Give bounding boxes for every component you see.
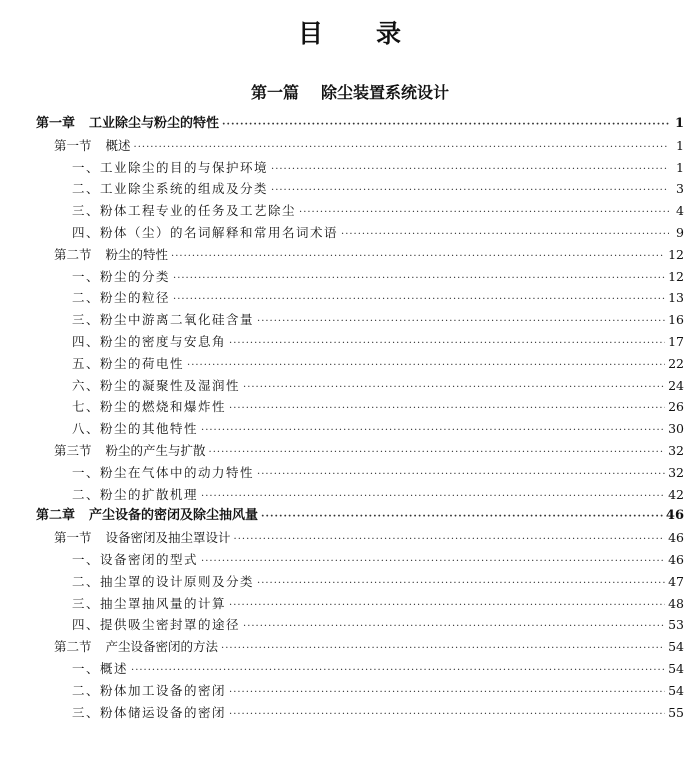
toc-entry-label: [54, 441, 206, 461]
toc-item-row: [72, 158, 684, 178]
toc-page-number: 32: [668, 464, 684, 480]
toc-section-row: [54, 637, 684, 657]
toc-entry-number: 第三节: [54, 443, 92, 458]
toc-entry-title: 三、粉体工程专业的任务及工艺除尘: [72, 203, 297, 219]
toc-page-number: 1: [674, 116, 684, 131]
toc-page-number: 46: [668, 530, 684, 546]
toc-page-number: 30: [668, 421, 684, 437]
toc-entry-title: 粉尘的特性: [105, 246, 169, 262]
toc-leader-dots: [261, 507, 663, 527]
toc-entry-title: 一、粉尘的分类: [72, 268, 171, 284]
page-title: [0, 14, 700, 50]
toc-page-number: 53: [668, 617, 684, 633]
toc-entry-title: 四、粉尘的密度与安息角: [72, 334, 227, 349]
toc-entry-label: [72, 615, 240, 635]
toc-item-row: [72, 594, 684, 614]
toc-leader-dots: [271, 160, 669, 180]
toc-item-row: [72, 659, 684, 679]
toc-entry-label: [54, 136, 131, 156]
toc-page-number: 54: [668, 639, 684, 655]
toc-leader-dots: [271, 181, 669, 201]
toc-entry-title: 产尘设备密闭的方法: [105, 639, 219, 655]
toc-leader-dots: [341, 225, 669, 245]
toc-leader-dots: [257, 465, 665, 485]
toc-entry-label: [72, 179, 268, 199]
toc-leader-dots: [229, 705, 665, 725]
toc-leader-dots: [229, 399, 665, 419]
toc-leader-dots: [131, 661, 665, 681]
toc-page-number: 24: [668, 377, 684, 393]
toc-item-row: [72, 681, 684, 701]
toc-page-number: 4: [676, 203, 684, 219]
toc-leader-dots: [243, 617, 665, 637]
toc-entry-number: 第一节: [54, 137, 92, 153]
toc-leader-dots: [257, 574, 665, 594]
toc-entry-label: [36, 114, 219, 134]
toc-leader-dots: [201, 552, 665, 572]
toc-page-number: 9: [676, 225, 684, 240]
toc-page-number: 13: [668, 290, 684, 306]
toc-leader-dots: [257, 312, 665, 332]
toc-entry-title: 七、粉尘的燃烧和爆炸性: [72, 399, 227, 415]
title-char-1: 目: [297, 19, 324, 48]
toc-page-number: 48: [668, 595, 684, 611]
toc-page-number: 1: [676, 137, 684, 153]
toc-leader-dots: [201, 421, 665, 441]
toc-entry-title: 工业除尘与粉尘的特性: [89, 116, 220, 131]
toc-section-row: [54, 136, 684, 156]
part-title: 除尘装置系统设计: [321, 83, 450, 102]
title-char-2: 录: [376, 19, 403, 48]
toc-entry-label: [54, 528, 231, 548]
toc-entry-title: 三、粉尘中游离二氧化硅含量: [72, 312, 255, 328]
toc-entry-label: [72, 158, 268, 178]
toc-item-row: [72, 376, 684, 396]
toc-entry-label: [72, 332, 226, 352]
toc-entry-label: [54, 637, 218, 657]
toc-item-row: [72, 572, 684, 592]
part-number: 第一篇: [250, 83, 299, 102]
toc-entry-title: 产尘设备的密闭及除尘抽风量: [89, 508, 259, 524]
toc-item-row: [72, 485, 684, 505]
toc-entry-number: 第一节: [54, 530, 92, 546]
toc-leader-dots: [173, 269, 665, 289]
toc-page-number: 32: [668, 443, 684, 458]
toc-entry-title: 粉尘的产生与扩散: [105, 443, 206, 458]
toc-item-row: [72, 201, 684, 221]
toc-entry-number: 第一章: [36, 116, 76, 131]
toc-entry-label: [72, 572, 254, 592]
toc-page-number: 54: [668, 661, 684, 676]
toc-page-number: 16: [668, 312, 684, 328]
toc-leader-dots: [243, 378, 665, 398]
toc-entry-title: 二、工业除尘系统的组成及分类: [72, 181, 269, 197]
toc-entry-number: 第二节: [54, 639, 92, 655]
toc-entry-title: 二、粉尘的粒径: [72, 290, 171, 306]
toc-chapter-row: [36, 506, 684, 526]
toc-leader-dots: [209, 443, 666, 463]
toc-page-number: 47: [668, 573, 684, 589]
toc-page-number: 22: [668, 355, 684, 371]
toc-leader-dots: [229, 596, 665, 616]
toc-page-number: 3: [676, 181, 684, 197]
toc-page-number: 46: [665, 508, 684, 524]
toc-page-number: 12: [668, 268, 684, 284]
toc-entry-number: 第二节: [54, 246, 92, 262]
toc-entry-label: [72, 267, 170, 287]
toc-page-number: 54: [668, 682, 684, 698]
toc-item-row: [72, 615, 684, 635]
toc-page-number: 46: [668, 552, 684, 567]
toc-entry-label: [72, 201, 296, 221]
toc-entry-title: 概述: [105, 137, 131, 153]
toc-entry-number: 第二章: [36, 508, 76, 524]
toc-leader-dots: [234, 530, 666, 550]
toc-entry-label: [72, 376, 240, 396]
toc-leader-dots: [229, 683, 665, 703]
toc-entry-label: [72, 681, 226, 701]
toc-entry-label: [36, 506, 258, 526]
toc-leader-dots: [134, 138, 669, 158]
toc-section-row: [54, 528, 684, 548]
toc-page-number: 12: [668, 246, 684, 262]
toc-leader-dots: [229, 334, 665, 354]
toc-entry-label: [72, 550, 198, 570]
toc-entry-title: 二、粉尘的扩散机理: [72, 486, 199, 502]
toc-entry-label: [72, 594, 226, 614]
toc-item-row: [72, 223, 684, 243]
toc-item-row: [72, 310, 684, 330]
part-heading: [0, 80, 700, 103]
toc-item-row: [72, 179, 684, 199]
toc-item-row: [72, 354, 684, 374]
toc-entry-title: 二、抽尘罩的设计原则及分类: [72, 573, 255, 589]
toc-section-row: [54, 245, 684, 265]
toc-entry-title: 一、设备密闭的型式: [72, 552, 199, 567]
toc-item-row: [72, 419, 684, 439]
toc-leader-dots: [187, 356, 665, 376]
toc-item-row: [72, 288, 684, 308]
toc-entry-label: [72, 397, 226, 417]
toc-leader-dots: [173, 290, 665, 310]
toc-entry-label: [72, 659, 128, 679]
toc-entry-title: 三、抽尘罩抽风量的计算: [72, 595, 227, 611]
toc-entry-title: 四、粉体（尘）的名词解释和常用名词术语: [72, 225, 339, 240]
toc-entry-label: [54, 245, 168, 265]
toc-leader-dots: [221, 639, 665, 659]
toc-entry-label: [72, 354, 184, 374]
toc-entry-label: [72, 485, 198, 505]
toc-entry-title: 二、粉体加工设备的密闭: [72, 682, 227, 698]
toc-item-row: [72, 463, 684, 483]
toc-leader-dots: [171, 247, 665, 267]
toc-entry-title: 三、粉体储运设备的密闭: [72, 704, 227, 720]
toc-entry-label: [72, 310, 254, 330]
toc-entry-label: [72, 463, 254, 483]
toc-item-row: [72, 267, 684, 287]
toc-entry-title: 六、粉尘的凝聚性及湿润性: [72, 377, 241, 393]
toc-page-number: 1: [676, 159, 684, 175]
toc-page-number: 26: [668, 399, 684, 415]
toc-item-row: [72, 703, 684, 723]
toc-entry-title: 四、提供吸尘密封罩的途径: [72, 617, 241, 633]
toc-entry-title: 设备密闭及抽尘罩设计: [105, 530, 231, 546]
toc-entry-label: [72, 223, 338, 243]
toc-leader-dots: [222, 115, 669, 135]
toc-entry-title: 一、粉尘在气体中的动力特性: [72, 464, 255, 480]
toc-entry-title: 五、粉尘的荷电性: [72, 355, 185, 371]
toc-item-row: [72, 550, 684, 570]
toc-leader-dots: [201, 487, 665, 507]
toc-page-number: 42: [668, 486, 684, 502]
toc-item-row: [72, 397, 684, 417]
toc-entry-title: 一、工业除尘的目的与保护环境: [72, 159, 269, 175]
toc-entry-title: 一、概述: [72, 661, 129, 676]
toc-entry-label: [72, 703, 226, 723]
toc-leader-dots: [299, 203, 669, 223]
toc-entry-label: [72, 288, 170, 308]
toc-entry-label: [72, 419, 198, 439]
toc-page-number: 17: [668, 334, 684, 349]
toc-chapter-row: [36, 114, 684, 134]
toc-page-number: 55: [668, 704, 684, 720]
toc-entry-title: 八、粉尘的其他特性: [72, 421, 199, 437]
toc-item-row: [72, 332, 684, 352]
toc-section-row: [54, 441, 684, 461]
